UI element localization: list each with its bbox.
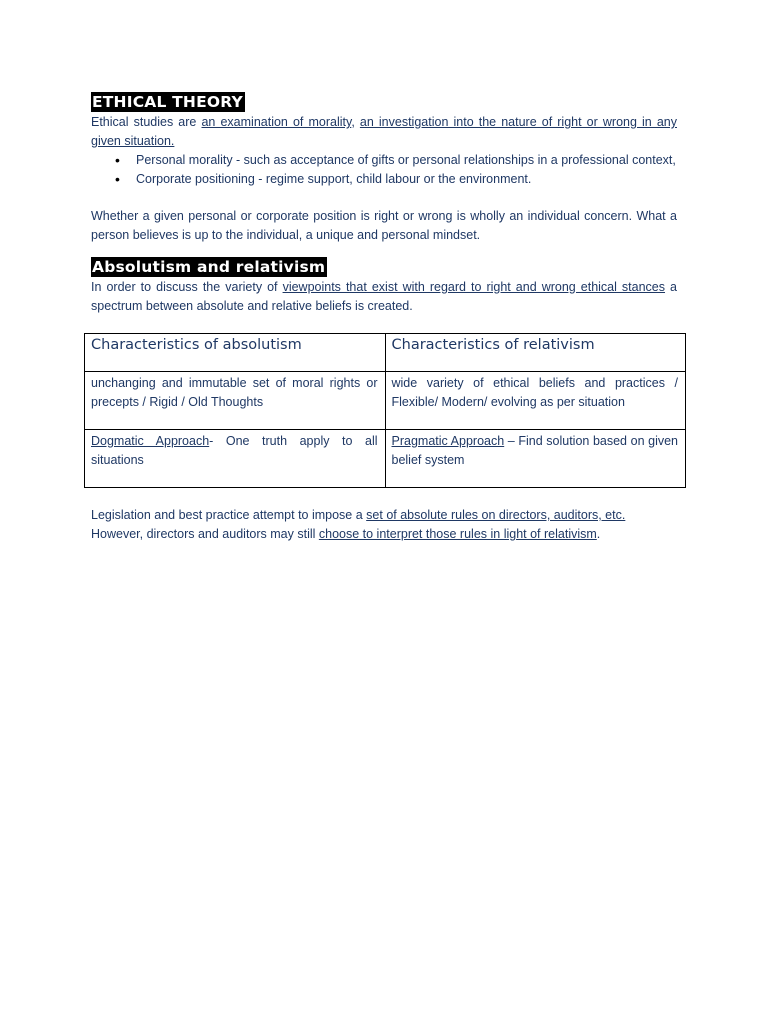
header-relativism: Characteristics of relativism <box>385 334 686 372</box>
ethical-studies-intro <box>91 113 677 151</box>
interpret-rules-phrase: choose to interpret those rules in light of relativism <box>318 527 597 541</box>
bullet-corporate-positioning: • Corporate positioning - regime support, child labour or the environment. <box>136 170 677 189</box>
morality-bullet-list <box>91 151 677 189</box>
interpretation-text: However, directors and auditors may still <box>91 527 319 541</box>
interpretation-suffix: . <box>596 527 601 541</box>
dogmatic-approach-text: - One truth apply to all situations <box>91 434 378 467</box>
pragmatic-approach-phrase: Pragmatic Approach <box>391 434 505 448</box>
interpretation-line <box>91 525 677 544</box>
characteristics-table <box>84 333 686 488</box>
spectrum-intro <box>91 278 677 316</box>
viewpoints-phrase: viewpoints that exist with regard to right and wrong ethical stances <box>282 280 666 294</box>
spectrum-intro-text: In order to discuss the variety of <box>91 280 283 294</box>
examination-of-morality-phrase: an examination of morality <box>201 115 352 129</box>
table-row <box>85 372 686 430</box>
relativism-description: wide variety of ethical beliefs and practices / Flexible/ Modern/ evolving as per situation <box>385 372 686 430</box>
spectrum-intro-suffix: a spectrum between absolute and relative beliefs is created. <box>91 280 677 313</box>
investigation-phrase: an investigation into the nature of right or wrong in any given situation. <box>91 115 677 148</box>
intro-text: Ethical studies are <box>91 115 202 129</box>
absolutism-relativism-heading: Absolutism and relativism <box>92 258 326 276</box>
bullet-personal-morality: • Personal morality - such as acceptance of gifts or personal relationships in a professional context, <box>136 151 677 170</box>
pragmatic-approach-text: – Find solution based on given belief system <box>391 434 679 467</box>
document-page <box>91 92 677 544</box>
absolutism-description: unchanging and immutable set of moral rights or precepts / Rigid / Old Thoughts <box>85 372 386 430</box>
intro-separator: , <box>351 115 360 129</box>
relativism-approach <box>385 430 686 488</box>
absolute-rules-phrase: set of absolute rules on directors, auditors, etc. <box>366 508 626 522</box>
header-absolutism: Characteristics of absolutism <box>85 334 386 372</box>
legislation-text: Legislation and best practice attempt to impose a <box>91 508 367 522</box>
legislation-line <box>91 506 677 525</box>
dogmatic-approach-phrase: Dogmatic Approach <box>91 434 210 448</box>
table-row <box>85 430 686 488</box>
table-header-row <box>85 334 686 372</box>
individual-concern-paragraph: Whether a given personal or corporate position is right or wrong is wholly an individual concern. What a person believes is up to the individual, a unique and personal mindset. <box>91 209 677 242</box>
absolutism-approach <box>85 430 386 488</box>
ethical-theory-heading: ETHICAL THEORY <box>92 93 243 111</box>
